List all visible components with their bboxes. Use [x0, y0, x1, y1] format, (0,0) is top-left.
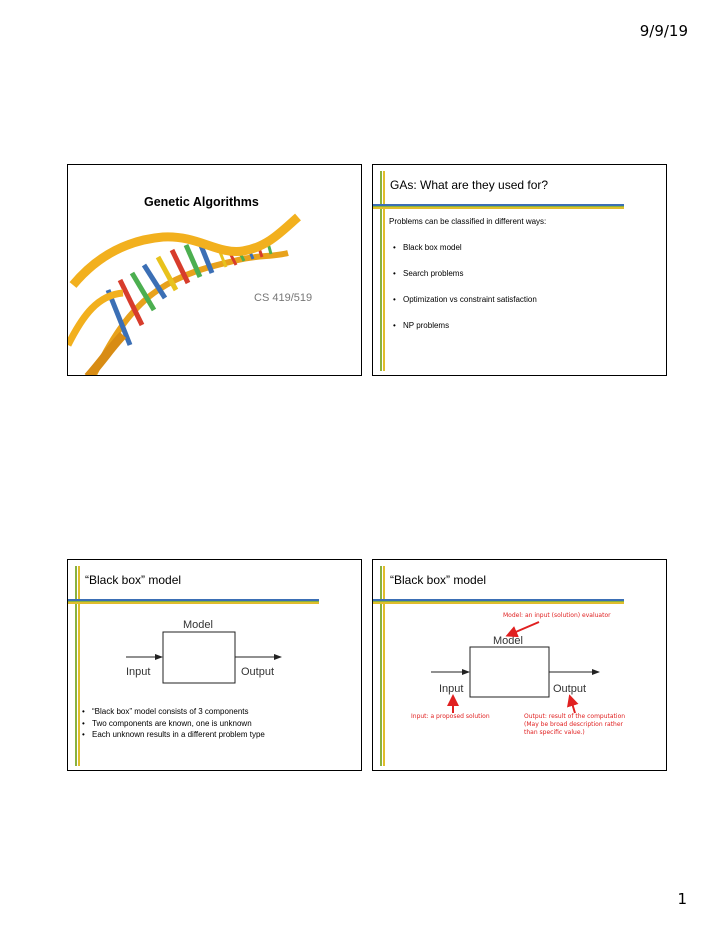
list-item: • NP problems — [393, 321, 450, 330]
list-item: • Black box model — [393, 243, 462, 252]
slide-title — [67, 164, 362, 376]
input-label: Input — [126, 666, 151, 678]
input-label: Input — [439, 683, 464, 695]
page-number: 1 — [677, 890, 687, 908]
slide-black-box-annotated — [372, 559, 667, 771]
list-item: • Two components are known, one is unknown — [82, 718, 252, 728]
dna-helix-image — [68, 195, 362, 376]
slide-heading: “Black box” model — [85, 573, 182, 587]
output-annotation: Output: result of the computation (May be broad description rather than specific value.) — [524, 713, 626, 736]
model-annotation: Model: an input (solution) evaluator — [503, 612, 611, 619]
bullet-list — [393, 243, 537, 347]
slide-black-box — [67, 559, 362, 771]
output-annotation-arrow — [571, 700, 575, 713]
list-item: • Search problems — [393, 269, 464, 278]
slide-accent-horizontal — [373, 204, 666, 210]
output-label: Output — [241, 666, 275, 678]
bullet-list — [82, 707, 265, 742]
slide-heading: “Black box” model — [390, 573, 487, 587]
page-date: 9/9/19 — [639, 22, 688, 40]
slide-title-text: Genetic Algorithms — [144, 195, 259, 209]
model-annotation-arrow — [511, 622, 539, 634]
slide-ga-uses — [372, 164, 667, 376]
input-annotation: Input: a proposed solution — [411, 713, 490, 720]
course-code: CS 419/519 — [254, 292, 313, 304]
output-label: Output — [553, 683, 587, 695]
slide-intro: Problems can be classified in different ways: — [389, 217, 547, 226]
slide-accent-vertical — [380, 171, 385, 371]
model-label: Model — [493, 635, 523, 647]
slide-heading: GAs: What are they used for? — [390, 178, 549, 192]
list-item: • “Black box” model consists of 3 components — [82, 707, 249, 716]
list-item: • Optimization vs constraint satisfaction — [393, 295, 537, 304]
model-label: Model — [183, 619, 213, 631]
black-box-diagram — [373, 560, 667, 771]
list-item: • Each unknown results in a different problem type — [82, 730, 265, 739]
